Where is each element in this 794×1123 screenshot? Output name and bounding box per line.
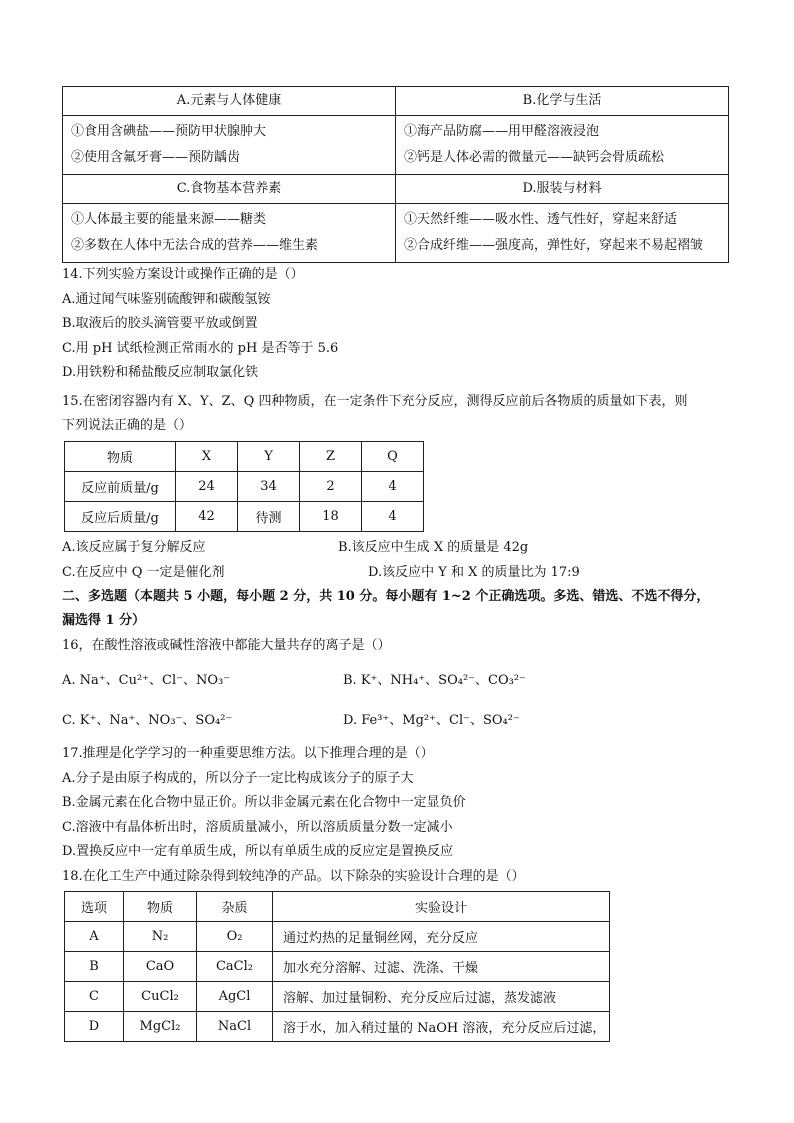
q13-d-item-1: ①天然纤维——吸水性、透气性好，穿起来舒适 (404, 212, 678, 227)
q13-b-cell (396, 116, 729, 175)
table-header-cell: Q (362, 441, 424, 471)
section-2-title: 二、多选题（本题共 5 小题，每小题 2 分，共 10 分。每小题有 1~2 个正确选项。多选、错选、不选不得分， (62, 588, 710, 604)
q15-option-b: B.该反应中生成 X 的质量是 42g (338, 539, 529, 555)
table-cell: 42 (176, 501, 238, 531)
q13-b-item-1: ①海产品防腐——用甲醛溶液浸泡 (404, 124, 600, 139)
table-cell: 反应后质量/g (65, 501, 176, 531)
q17-option-c: C.溶液中有晶体析出时，溶质质量减小，所以溶质质量分数一定减小 (62, 819, 453, 835)
q18-purification-table (64, 891, 610, 1042)
q16-options-row-1 (62, 658, 732, 698)
table-cell: CaO (124, 952, 197, 982)
table-cell: B (65, 952, 124, 982)
table-header-cell: Y (238, 441, 300, 471)
table-cell: 24 (176, 471, 238, 501)
q16-option-d: D. Fe³⁺、Mg²⁺、Cl⁻、SO₄²⁻ (343, 712, 520, 728)
table-cell: A (65, 922, 124, 952)
table-cell: 溶于水，加入稍过量的 NaOH 溶液，充分反应后过滤， (273, 1012, 610, 1042)
q17-option-b: B.金属元素在化合物中显正价。所以非金属元素在化合物中一定显负价 (62, 795, 466, 810)
q13-a-header: A.元素与人体健康 (63, 87, 396, 116)
table-cell: 反应前质量/g (65, 471, 176, 501)
q14-option-b: B.取液后的胶头滴管要平放或倒置 (62, 316, 258, 331)
table-header-cell: Z (300, 441, 362, 471)
q13-c-item-2: ②多数在人体中无法合成的营养——维生素 (71, 238, 319, 253)
exam-page (62, 86, 732, 1042)
table-row (65, 471, 424, 501)
q14-option-a: A.通过闻气味鉴别硫酸钾和碳酸氢铵 (62, 291, 271, 307)
table-cell: D (65, 1012, 124, 1042)
q14-option-d: D.用铁粉和稀盐酸反应制取氯化铁 (62, 365, 259, 380)
table-cell: C (65, 982, 124, 1012)
table-cell: 溶解、加过量铜粉、充分反应后过滤，蒸发滤液 (273, 982, 610, 1012)
table-header-cell: 物质 (65, 441, 176, 471)
q15-option-a: A.该反应属于复分解反应 (62, 539, 206, 555)
table-row (65, 441, 424, 471)
table-row (65, 1012, 610, 1042)
section-2-title-cont: 漏选得 1 分） (62, 613, 146, 628)
table-cell: 通过灼热的足量铜丝网，充分反应 (273, 922, 610, 952)
table-row (65, 501, 424, 531)
q13-a-cell (63, 116, 396, 175)
q13-d-cell (396, 204, 729, 263)
q14-stem: 14.下列实验方案设计或操作正确的是（） (62, 267, 304, 282)
q13-c-item-1: ①人体最主要的能量来源——糖类 (71, 212, 267, 227)
table-cell: 18 (300, 501, 362, 531)
table-cell: CaCl₂ (197, 952, 273, 982)
q16-option-c: C. K⁺、Na⁺、NO₃⁻、SO₄²⁻ (62, 712, 233, 728)
q15-mass-table (64, 441, 424, 532)
q13-a-item-1: ①食用含碘盐——预防甲状腺肿大 (71, 124, 267, 139)
table-cell: N₂ (124, 922, 197, 952)
table-cell: 34 (238, 471, 300, 501)
table-row (65, 952, 610, 982)
table-cell: 4 (362, 471, 424, 501)
table-header-cell: 杂质 (197, 892, 273, 922)
table-row (65, 892, 610, 922)
table-cell: MgCl₂ (124, 1012, 197, 1042)
table-cell: CuCl₂ (124, 982, 197, 1012)
q15-stem-line1: 15.在密闭容器内有 X、Y、Z、Q 四种物质，在一定条件下充分反应，测得反应前后各物质的质量如下表，则 (62, 393, 688, 409)
table-cell: NaCl (197, 1012, 273, 1042)
table-cell: AgCl (197, 982, 273, 1012)
table-header-cell: 物质 (124, 892, 197, 922)
table-row (65, 982, 610, 1012)
q17-option-a: A.分子是由原子构成的，所以分子一定比构成该分子的原子大 (62, 770, 414, 786)
q17-option-d: D.置换反应中一定有单质生成，所以有单质生成的反应定是置换反应 (62, 844, 454, 859)
q13-c-cell (63, 204, 396, 263)
q15-options-row-1 (62, 535, 732, 560)
q13-b-item-2: ②钙是人体必需的微量元——缺钙会骨质疏松 (404, 150, 665, 165)
q15-options-row-2 (62, 560, 732, 585)
q16-stem: 16，在酸性溶液或碱性溶液中都能大量共存的离子是（） (62, 637, 391, 653)
q13-a-item-2: ②使用含氟牙膏——预防龋齿 (71, 150, 241, 165)
q14-option-c: C.用 pH 试纸检测正常雨水的 pH 是否等于 5.6 (62, 340, 339, 356)
q13-c-header: C.食物基本营养素 (63, 175, 396, 204)
table-cell: 4 (362, 501, 424, 531)
q17-stem: 17.推理是化学学习的一种重要思维方法。以下推理合理的是（） (62, 746, 434, 761)
q16-option-b: B. K⁺、NH₄⁺、SO₄²⁻、CO₃²⁻ (343, 672, 526, 688)
table-cell: O₂ (197, 922, 273, 952)
table-row (65, 922, 610, 952)
q15-option-d: D.该反应中 Y 和 X 的质量比为 17:9 (368, 564, 580, 580)
table-header-cell: X (176, 441, 238, 471)
table-cell: 加水充分溶解、过滤、洗涤、干燥 (273, 952, 610, 982)
table-header-cell: 实验设计 (273, 892, 610, 922)
table-header-cell: 选项 (65, 892, 124, 922)
q13-d-header: D.服装与材料 (396, 175, 729, 204)
q13-d-item-2: ②合成纤维——强度高，弹性好，穿起来不易起褶皱 (404, 238, 704, 253)
q15-stem-line2: 下列说法正确的是（） (62, 418, 193, 433)
q16-option-a: A. Na⁺、Cu²⁺、Cl⁻、NO₃⁻ (62, 672, 231, 688)
table-cell: 待测 (238, 501, 300, 531)
q16-options-row-2 (62, 698, 732, 738)
q13-b-header: B.化学与生活 (396, 87, 729, 116)
q15-option-c: C.在反应中 Q 一定是催化剂 (62, 564, 225, 580)
q18-stem: 18.在化工生产中通过除杂得到较纯净的产品。以下除杂的实验设计合理的是（） (62, 868, 525, 884)
q13-options-table (62, 86, 729, 263)
table-cell: 2 (300, 471, 362, 501)
